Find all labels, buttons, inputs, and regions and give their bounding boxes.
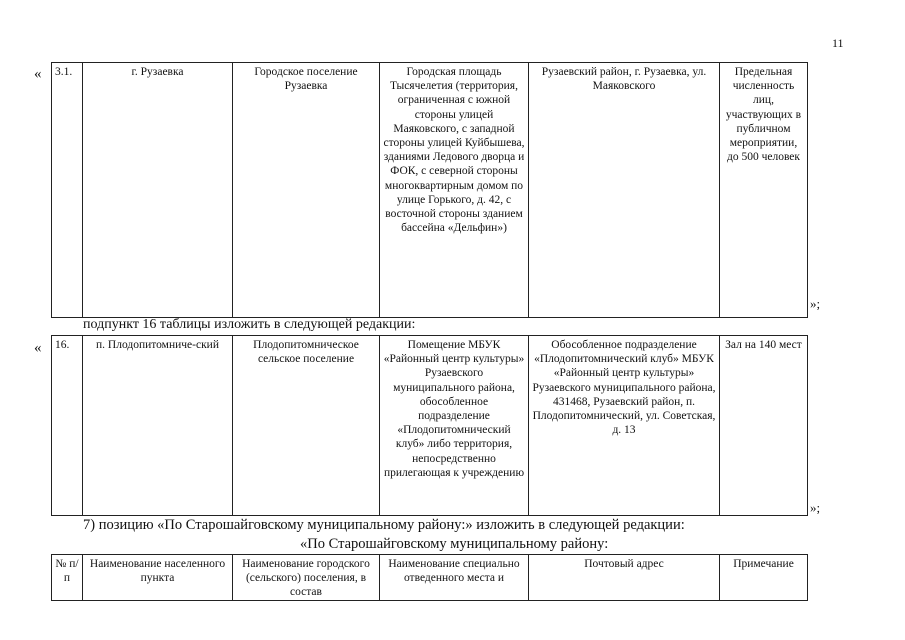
header-place: Наименование специально отведенного места и <box>380 555 529 601</box>
header-municipality: Наименование городского (сельского) поселения, в состав <box>233 555 380 601</box>
header-table <box>51 554 808 601</box>
address-cell: Обособленное подразделение «Плодопитомнический клуб» МБУК «Районный центр культуры» Рузаевского муниципального района, 431468, Рузаевский район, п. Плодопитомнический, ул. Советская, д. 13 <box>529 336 720 516</box>
header-note: Примечание <box>720 555 808 601</box>
page-number: 11 <box>832 36 844 50</box>
settlement-cell: г. Рузаевка <box>83 63 233 318</box>
subpoint-instruction: подпункт 16 таблицы изложить в следующей редакции: <box>83 317 416 332</box>
closing-quote: »; <box>810 296 821 311</box>
header-num: № п/п <box>52 555 83 601</box>
header-settlement: Наименование населенного пункта <box>83 555 233 601</box>
place-cell: Городская площадь Тысячелетия (территория, ограниченная с южной стороны улицей Маяковского, с западной стороны улицей Куйбышева, зданиями Ледового дворца и ФОК, с северной стороны многоквартирным домом по улице Горького, д. 42, с восточной стороны зданием бассейна «Дельфин») <box>380 63 529 318</box>
settlement-cell: п. Плодопитомниче-ский <box>83 336 233 516</box>
row-number: 16. <box>52 336 83 516</box>
closing-quote: »; <box>810 500 821 515</box>
section-heading: «По Старошайговскому муниципальному району: <box>300 536 609 552</box>
opening-quote: « <box>34 340 42 356</box>
table-row-16 <box>51 335 808 516</box>
row-number: 3.1. <box>52 63 83 318</box>
note-cell: Предельная численность лиц, участвующих в публичном мероприятии, до 500 человек <box>720 63 808 318</box>
place-cell: Помещение МБУК «Районный центр культуры» Рузаевского муниципального района, обособленное подразделение «Плодопитомнический клуб» либо территория, непосредственно прилегающая к учреждению <box>380 336 529 516</box>
address-cell: Рузаевский район, г. Рузаевка, ул. Маяковского <box>529 63 720 318</box>
table-row-3-1 <box>51 62 808 318</box>
item-7-instruction: 7) позицию «По Старошайговскому муниципальному району:» изложить в следующей редакции: <box>83 517 685 533</box>
opening-quote: « <box>34 66 42 82</box>
municipality-cell: Городское поселение Рузаевка <box>233 63 380 318</box>
header-address: Почтовый адрес <box>529 555 720 601</box>
municipality-cell: Плодопитомническое сельское поселение <box>233 336 380 516</box>
note-cell: Зал на 140 мест <box>720 336 808 516</box>
